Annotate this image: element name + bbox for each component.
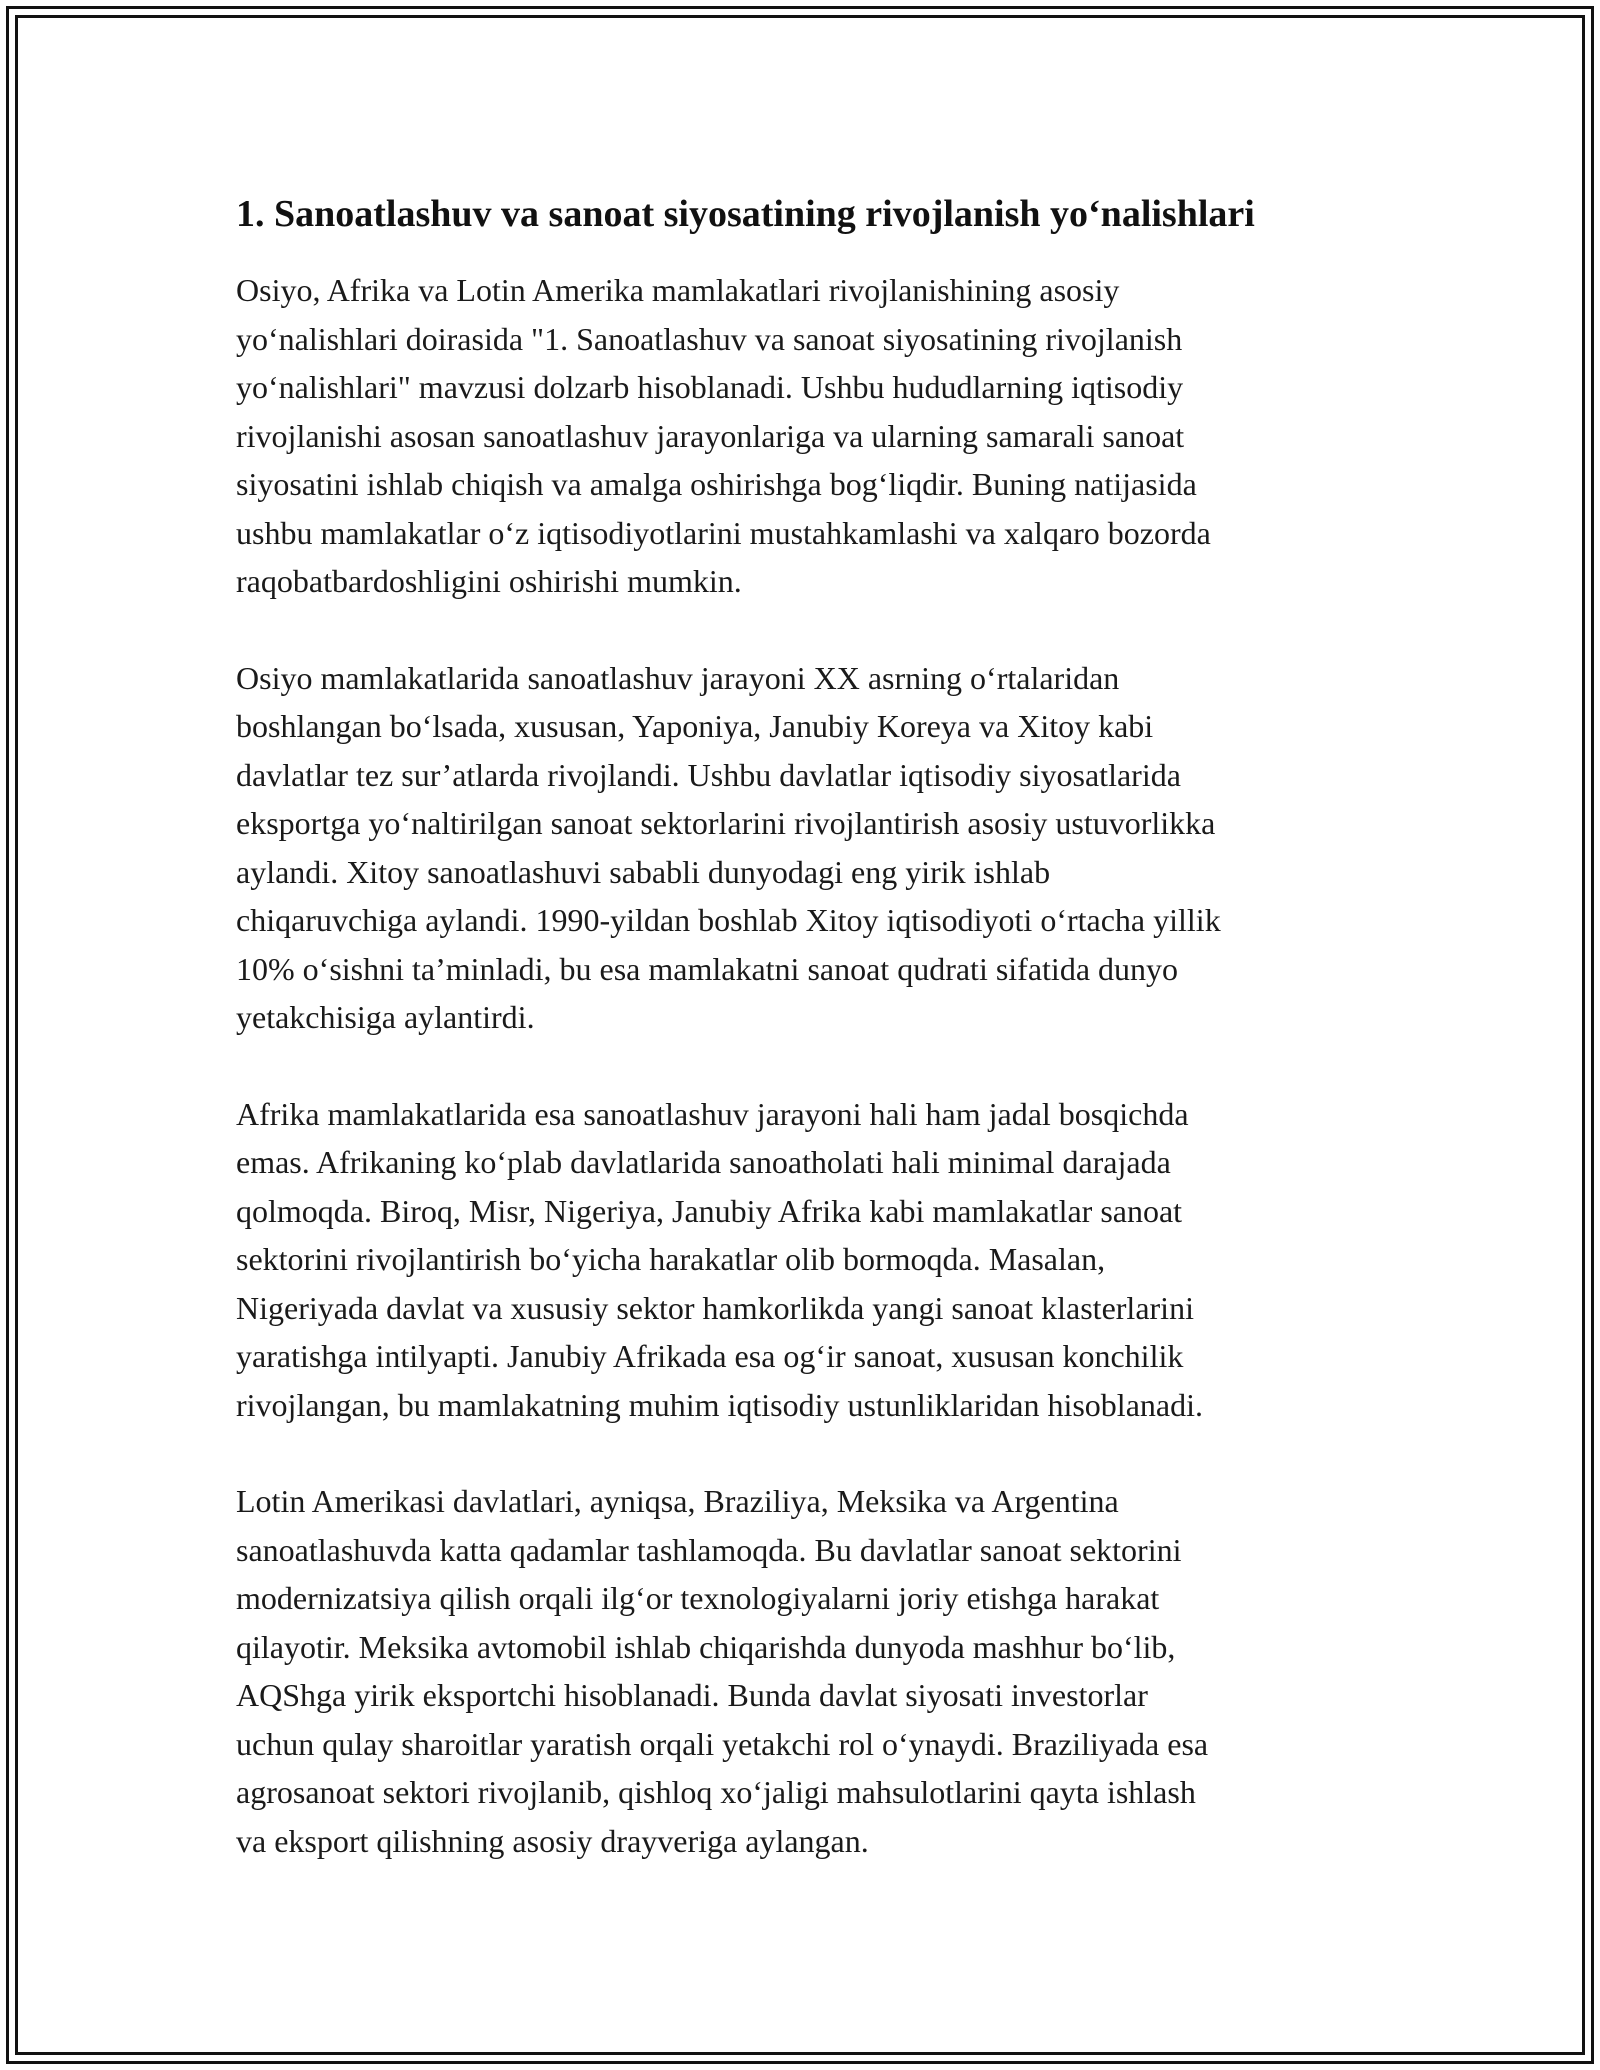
text-line: Osiyo mamlakatlarida sanoatlashuv jarayoni XX asrning o‘rtalaridan xyxy=(236,659,1120,696)
text-line: raqobatbardoshligini oshirishi mumkin. xyxy=(236,563,742,599)
text-line: boshlangan bo‘lsada, xususan, Yaponiya, Janubiy Koreya va Xitoy kabi xyxy=(236,708,1154,744)
text-line: va eksport qilishning asosiy drayveriga aylangan. xyxy=(236,1822,869,1859)
text-line: qolmoqda. Biroq, Misr, Nigeriya, Janubiy Afrika kabi mamlakatlar sanoat xyxy=(236,1192,1183,1229)
text-line: sektorini rivojlantirish bo‘yicha harakatlar olib bormoqda. Masalan, xyxy=(236,1241,1106,1277)
text-line: agrosanoat sektori rivojlanib, qishloq xo‘jaligi mahsulotlarini qayta ishlash xyxy=(236,1774,1196,1810)
text-line: rivojlangan, bu mamlakatning muhim iqtisodiy ustunliklaridan hisoblanadi. xyxy=(236,1386,1203,1423)
text-line: sanoatlashuvda katta qadamlar tashlamoqda. Bu davlatlar sanoat sektorini xyxy=(236,1531,1182,1568)
text-line: chiqaruvchiga aylandi. 1990-yildan boshlab Xitoy iqtisodiyoti o‘rtacha yillik xyxy=(236,902,1221,938)
text-line: Afrika mamlakatlarida esa sanoatlashuv jarayoni hali ham jadal bosqichda xyxy=(236,1095,1189,1132)
text-line: davlatlar tez sur’atlarda rivojlandi. Ushbu davlatlar iqtisodiy siyosatlarida xyxy=(236,756,1181,793)
paragraph-asia xyxy=(236,654,1376,1042)
text-line: siyosatini ishlab chiqish va amalga oshirishga bog‘liqdir. Buning natijasida xyxy=(236,466,1197,502)
text-line: yaratishga intilyapti. Janubiy Afrikada esa og‘ir sanoat, xususan konchilik xyxy=(236,1338,1184,1374)
text-line: aylandi. Xitoy sanoatlashuvi sababli dunyodagi eng yirik ishlab xyxy=(236,853,1051,890)
paragraph-introduction xyxy=(236,266,1376,606)
text-line: modernizatsiya qilish orqali ilg‘or texnologiyalarni joriy etishga harakat xyxy=(236,1580,1160,1616)
text-line: AQShga yirik eksportchi hisoblanadi. Bunda davlat siyosati investorlar xyxy=(236,1677,1148,1713)
text-line: qilayotir. Meksika avtomobil ishlab chiqarishda dunyoda mashhur bo‘lib, xyxy=(236,1628,1176,1665)
text-line: yo‘nalishlari" mavzusi dolzarb hisoblanadi. Ushbu hududlarning iqtisodiy xyxy=(236,369,1184,405)
text-line: rivojlanishi asosan sanoatlashuv jarayonlariga va ularning samarali sanoat xyxy=(236,417,1185,454)
paragraph-africa xyxy=(236,1090,1376,1430)
text-line: Lotin Amerikasi davlatlari, ayniqsa, Braziliya, Meksika va Argentina xyxy=(236,1483,1119,1519)
text-line: Nigeriyada davlat va xususiy sektor hamkorlikda yangi sanoat klasterlarini xyxy=(236,1289,1194,1326)
paragraph-latin-america xyxy=(236,1477,1376,1865)
text-line: eksportga yo‘naltirilgan sanoat sektorlarini rivojlantirish asosiy ustuvorlikka xyxy=(236,805,1216,841)
section-heading: 1. Sanoatlashuv va sanoat siyosatining rivojlanish yo‘nalishlari xyxy=(236,193,1255,235)
text-line: yetakchisiga aylantirdi. xyxy=(236,999,535,1035)
text-line: Osiyo, Afrika va Lotin Amerika mamlakatlari rivojlanishining asosiy xyxy=(236,272,1120,308)
text-line: uchun qulay sharoitlar yaratish orqali yetakchi rol o‘ynaydi. Braziliyada esa xyxy=(236,1725,1209,1762)
text-line: yo‘nalishlari doirasida "1. Sanoatlashuv va sanoat siyosatining rivojlanish xyxy=(236,320,1183,357)
text-line: emas. Afrikaning ko‘plab davlatlarida sanoatholati hali minimal darajada xyxy=(236,1144,1171,1180)
document-body xyxy=(236,186,1376,1913)
text-line: ushbu mamlakatlar o‘z iqtisodiyotlarini mustahkamlashi va xalqaro bozorda xyxy=(236,514,1211,551)
text-line: 10% o‘sishni ta’minladi, bu esa mamlakatni sanoat qudrati sifatida dunyo xyxy=(236,950,1179,987)
